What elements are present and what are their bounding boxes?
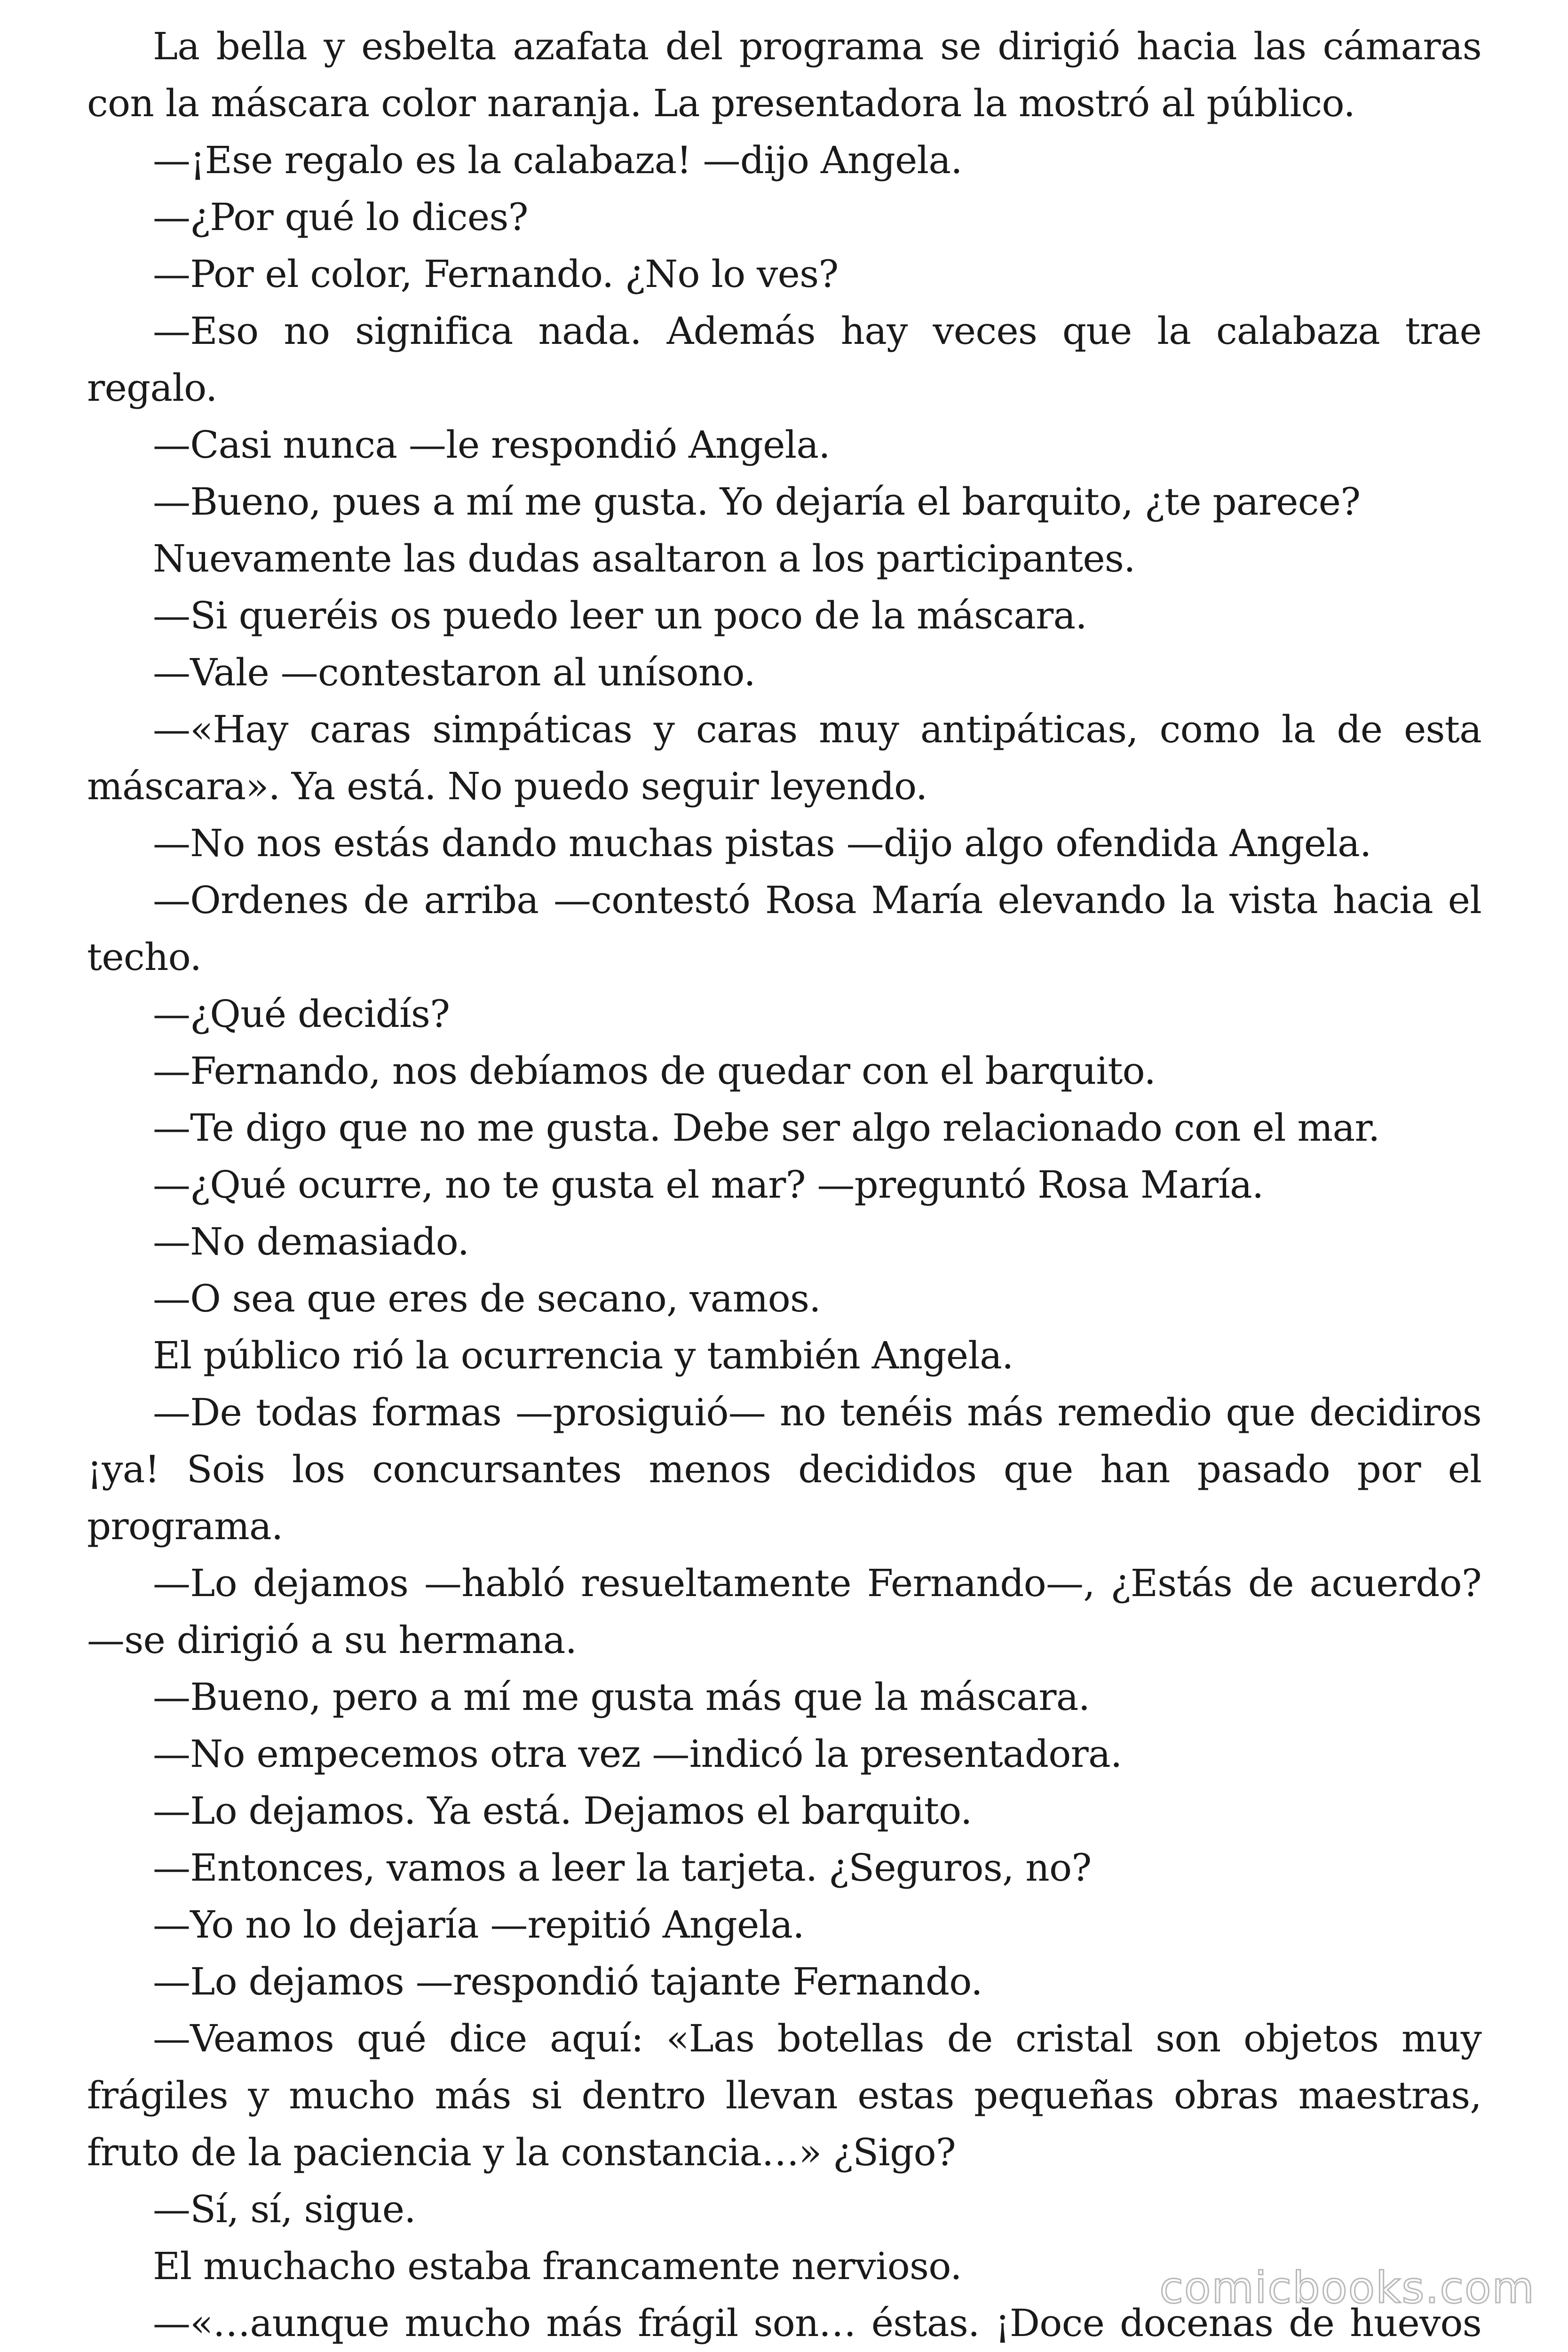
paragraph: —¿Qué ocurre, no te gusta el mar? —preguntó Rosa María.: [153, 1163, 1264, 1207]
paragraph: —Eso no significa nada. Además hay veces que la calabaza trae regalo.: [87, 309, 1481, 410]
paragraph: —Casi nunca —le respondió Angela.: [153, 423, 830, 467]
paragraph: —O sea que eres de secano, vamos.: [153, 1277, 821, 1320]
page-text: [87, 18, 1481, 2352]
paragraph: —Entonces, vamos a leer la tarjeta. ¿Seguros, no?: [153, 1846, 1092, 1890]
paragraph: —De todas formas —prosiguió— no tenéis más remedio que decidiros ¡ya! Sois los concursantes menos decididos que han pasado por el programa.: [87, 1391, 1481, 1548]
paragraph: —Lo dejamos —respondió tajante Fernando.: [153, 1960, 982, 2003]
paragraph: —Yo no lo dejaría —repitió Angela.: [153, 1903, 804, 1947]
paragraph: —«…aunque mucho más frágil son… éstas. ¡Doce docenas de huevos: [153, 2301, 1481, 2345]
paragraph: El público rió la ocurrencia y también Angela.: [153, 1334, 1014, 1377]
paragraph: —¿Por qué lo dices?: [153, 195, 528, 239]
paragraph: —Bueno, pero a mí me gusta más que la máscara.: [153, 1675, 1090, 1719]
paragraph: —No empecemos otra vez —indicó la presentadora.: [153, 1732, 1122, 1776]
paragraph: —Fernando, nos debíamos de quedar con el barquito.: [153, 1049, 1156, 1093]
paragraph: —Por el color, Fernando. ¿No lo ves?: [153, 252, 839, 296]
paragraph: —«Hay caras simpáticas y caras muy antipáticas, como la de esta máscara». Ya está. No puedo seguir leyendo.: [87, 707, 1481, 808]
paragraph: —Lo dejamos. Ya está. Dejamos el barquito.: [153, 1789, 972, 1833]
paragraph: —No demasiado.: [153, 1220, 469, 1263]
paragraph: —Vale —contestaron al unísono.: [153, 651, 756, 694]
watermark: comicbooks.com: [1159, 2263, 1535, 2313]
paragraph: —¿Qué decidís?: [153, 992, 450, 1036]
paragraph: El muchacho estaba francamente nervioso.: [153, 2244, 962, 2288]
paragraph: —Si queréis os puedo leer un poco de la máscara.: [153, 594, 1087, 637]
paragraph: —Ordenes de arriba —contestó Rosa María elevando la vista hacia el techo.: [87, 878, 1481, 979]
paragraph: —Lo dejamos —habló resueltamente Fernando—, ¿Estás de acuerdo? —se dirigió a su hermana.: [87, 1561, 1481, 1662]
paragraph: La bella y esbelta azafata del programa se dirigió hacia las cámaras con la máscara color naranja. La presentadora la mostró al público.: [87, 24, 1481, 125]
paragraph: —Bueno, pues a mí me gusta. Yo dejaría el barquito, ¿te parece?: [153, 480, 1361, 524]
paragraph: —¡Ese regalo es la calabaza! —dijo Angela.: [153, 138, 962, 182]
paragraph: —Veamos qué dice aquí: «Las botellas de cristal son objetos muy frágiles y mucho más si dentro llevan estas pequeñas obras maestras, fruto de la paciencia y la constancia…» ¿Sigo?: [87, 2017, 1481, 2174]
paragraph: —No nos estás dando muchas pistas —dijo algo ofendida Angela.: [153, 821, 1371, 865]
paragraph: Nuevamente las dudas asaltaron a los participantes.: [153, 537, 1135, 580]
paragraph: —Te digo que no me gusta. Debe ser algo relacionado con el mar.: [153, 1106, 1380, 1150]
paragraph: —Sí, sí, sigue.: [153, 2187, 416, 2231]
